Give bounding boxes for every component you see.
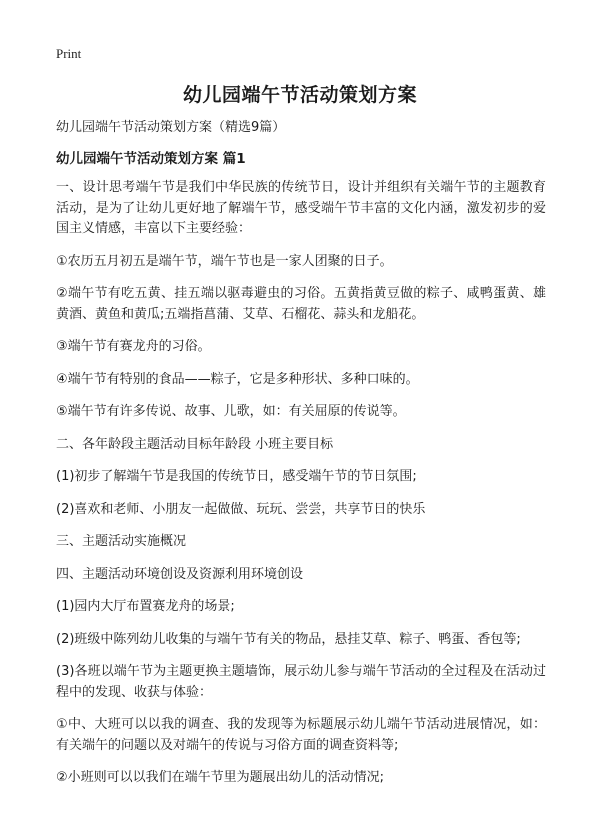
print-link[interactable]: Print — [56, 46, 82, 61]
document-body — [56, 119, 546, 801]
paragraph-environment-heading: 四、主题活动环境创设及资源利用环境创设 — [56, 566, 304, 582]
paragraph-goal-1: (1)初步了解端午节是我国的传统节日，感受端午节的节日氛围; — [56, 469, 417, 484]
paragraph-design-intro: 一、设计思考端午节是我们中华民族的传统节日，设计并组织有关端午节的主题教育活动，是为了让幼儿更好地了解端午节，感受端午节丰富的文化内涵，激发初步的爱国主义情感，丰富以下主要经验： — [56, 180, 546, 236]
paragraph-experience-2: ②端午节有吃五黄、挂五端以驱毒避虫的习俗。五黄指黄豆做的粽子、咸鸭蛋黄、雄黄酒、黄鱼和黄瓜;五端指菖蒲、艾草、石榴花、蒜头和龙船花。 — [56, 286, 546, 322]
paragraph-environment-1: (1)园内大厅布置赛龙舟的场景; — [56, 599, 235, 614]
document-title: 幼儿园端午节活动策划方案 — [182, 84, 417, 106]
paragraph-experience-4: ④端午节有特别的食品——粽子，它是多种形状、多种口味的。 — [56, 371, 419, 387]
paragraph-environment-2: (2)班级中陈列幼儿收集的与端午节有关的物品，悬挂艾草、粽子、鸭蛋、香包等; — [56, 631, 521, 647]
paragraph-experience-5: ⑤端午节有许多传说、故事、儿歌，如：有关屈原的传说等。 — [56, 404, 406, 419]
section-heading: 幼儿园端午节活动策划方案 篇1 — [56, 151, 246, 167]
paragraph-goal-2: (2)喜欢和老师、小朋友一起做做、玩玩、尝尝，共享节日的快乐 — [56, 501, 426, 517]
paragraph-display-2: ②小班则可以以我们在端午节里为题展出幼儿的活动情况; — [56, 770, 385, 785]
paragraph-experience-1: ①农历五月初五是端午节，端午节也是一家人团聚的日子。 — [56, 253, 393, 269]
paragraph-implementation-heading: 三、主题活动实施概况 — [56, 534, 187, 549]
paragraph-experience-3: ③端午节有赛龙舟的习俗。 — [56, 339, 211, 354]
paragraph-display-1: ①中、大班可以以我的调查、我的发现等为标题展示幼儿端午节活动进展情况，如：有关端午的问题以及对端午的传说与习俗方面的调查资料等; — [56, 717, 546, 753]
paragraph-environment-3: (3)各班以端午节为主题更换主题墙饰，展示幼儿参与端午节活动的全过程及在活动过程中的发现、收获与体验： — [56, 664, 546, 700]
document-subtitle: 幼儿园端午节活动策划方案（精选9篇） — [56, 120, 286, 135]
paragraph-goals-heading: 二、各年龄段主题活动目标年龄段 小班主要目标 — [56, 436, 334, 452]
